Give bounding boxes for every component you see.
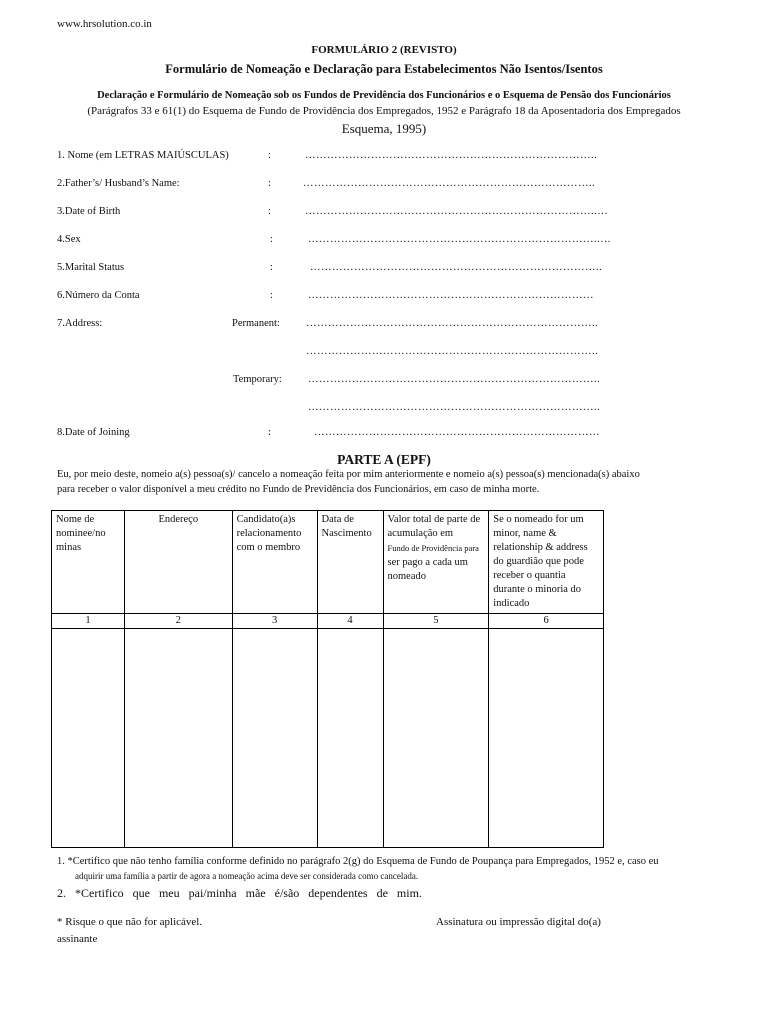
strike-out-note: * Risque o que não for aplicável. (57, 916, 203, 928)
relationship-cell[interactable] (232, 629, 317, 848)
header-share-amount-end: ser pago a cada um nomeado (387, 557, 468, 582)
paragraph-reference: (Parágrafos 33 e 61(1) do Esquema de Fundo de Providência dos Empregados, 1952 e Parágrafo 18 da Aposentadoria dos Empregados (87, 105, 681, 117)
certification-note-2: 2. *Certifico que meu pai/minha mãe é/são dependentes de mim. (57, 886, 422, 900)
form-title: FORMULÁRIO 2 (REVISTO) (311, 44, 457, 56)
column-number: 3 (232, 614, 317, 629)
share-amount-cell[interactable] (383, 629, 489, 848)
part-a-title: PARTE A (EPF) (337, 452, 431, 467)
nomination-table (51, 510, 604, 848)
field-father-husband-label: 2.Father’s/ Husband’s Name: (57, 178, 180, 189)
website-url: www.hrsolution.co.in (57, 18, 152, 30)
address-temporary-label: Temporary: (233, 374, 282, 385)
declaration-title: Declaração e Formulário de Nomeação sob os Fundos de Previdência dos Funcionários e o Esquema de Pensão dos Funcionários (97, 90, 671, 101)
part-a-intro: Eu, por meio deste, nomeio a(s) pessoa(s)/ cancelo a nomeação feita por mim anteriormente e nomeio a(s) pessoa(s) mencionada(s) abaixo para receber o valor disponível a meu crédito no Fundo de Previdência dos Funcionários, em caso de minha morte. (57, 469, 640, 495)
header-address: Endereço (124, 511, 232, 614)
field-marital-input[interactable]: …………………………………………………………………….. (310, 262, 603, 273)
birth-date-cell[interactable] (317, 629, 383, 848)
field-joining-label: 8.Date of Joining (57, 427, 130, 438)
field-father-husband-input[interactable]: …………………………………………………………………….. (303, 178, 596, 189)
field-dob-input[interactable]: ……………………………………………………………………..… (305, 206, 609, 217)
header-share-amount (383, 511, 489, 614)
column-number: 6 (489, 614, 604, 629)
certification-note-1-continued: adquirir uma família a partir de agora a nomeação acima deve ser considerada como cancelada. (75, 871, 419, 881)
table-number-row (52, 614, 604, 629)
header-share-amount-fund: Fundo de Providência para (387, 543, 479, 553)
signature-label: Assinatura ou impressão digital do(a) (436, 916, 601, 928)
field-sex-input[interactable]: ……………………………………………………………………..… (308, 234, 612, 245)
column-number: 5 (383, 614, 489, 629)
certification-note-1: 1. *Certifico que não tenho família conforme definido no parágrafo 2(g) do Esquema de Fundo de Poupança para Empregados, 1952 e, caso eu (57, 856, 659, 867)
table-row (52, 629, 604, 848)
field-name-label: 1. Nome (em LETRAS MAIÚSCULAS) (57, 150, 229, 161)
address-permanent-input-2[interactable]: …………………………………………………………………….. (306, 346, 599, 357)
address-cell[interactable] (124, 629, 232, 848)
field-dob-label: 3.Date of Birth (57, 206, 121, 217)
field-account-colon: : (270, 290, 273, 301)
address-permanent-label: Permanent: (232, 318, 280, 329)
field-account-input[interactable]: …………………………………………………………………… (308, 290, 594, 301)
field-name-colon: : (268, 150, 271, 161)
field-account-label: 6.Número da Conta (57, 290, 140, 301)
field-father-husband-colon: : (268, 178, 271, 189)
nominee-name-cell[interactable] (52, 629, 125, 848)
header-birth-date: Data de Nascimento (317, 511, 383, 614)
header-nominee-name: Nome de nominee/no minas (52, 511, 125, 614)
column-number: 4 (317, 614, 383, 629)
address-temporary-input-2[interactable]: …………………………………………………………………….. (308, 402, 601, 413)
paragraph-reference-end: Esquema, 1995) (341, 121, 427, 136)
field-dob-colon: : (268, 206, 271, 217)
header-relationship: Candidato(a)s relacionamento com o membro (232, 511, 317, 614)
table-header-row (52, 511, 604, 614)
column-number: 1 (52, 614, 125, 629)
guardian-cell[interactable] (489, 629, 604, 848)
field-joining-colon: : (268, 427, 271, 438)
field-marital-label: 5.Marital Status (57, 262, 125, 273)
field-address-label: 7.Address: (57, 318, 103, 329)
field-sex-colon: : (270, 234, 273, 245)
field-joining-input[interactable]: …………………………………………………………………… (314, 427, 600, 438)
header-share-amount-text: Valor total de parte de acumulação em (387, 514, 481, 539)
address-temporary-input-1[interactable]: …………………………………………………………………….. (308, 374, 601, 385)
header-guardian: Se o nomeado for um minor, name & relationship & address do guardião que pode receber o quantia durante o minoria do indicado (489, 511, 604, 614)
field-sex-label: 4.Sex (57, 234, 81, 245)
field-marital-colon: : (270, 262, 273, 273)
signature-label-continued: assinante (57, 933, 98, 945)
address-permanent-input-1[interactable]: …………………………………………………………………….. (306, 318, 599, 329)
column-number: 2 (124, 614, 232, 629)
form-subtitle: Formulário de Nomeação e Declaração para Estabelecimentos Não Isentos/Isentos (165, 62, 603, 76)
field-name-input[interactable]: …………………………………………………………………….. (305, 150, 598, 161)
